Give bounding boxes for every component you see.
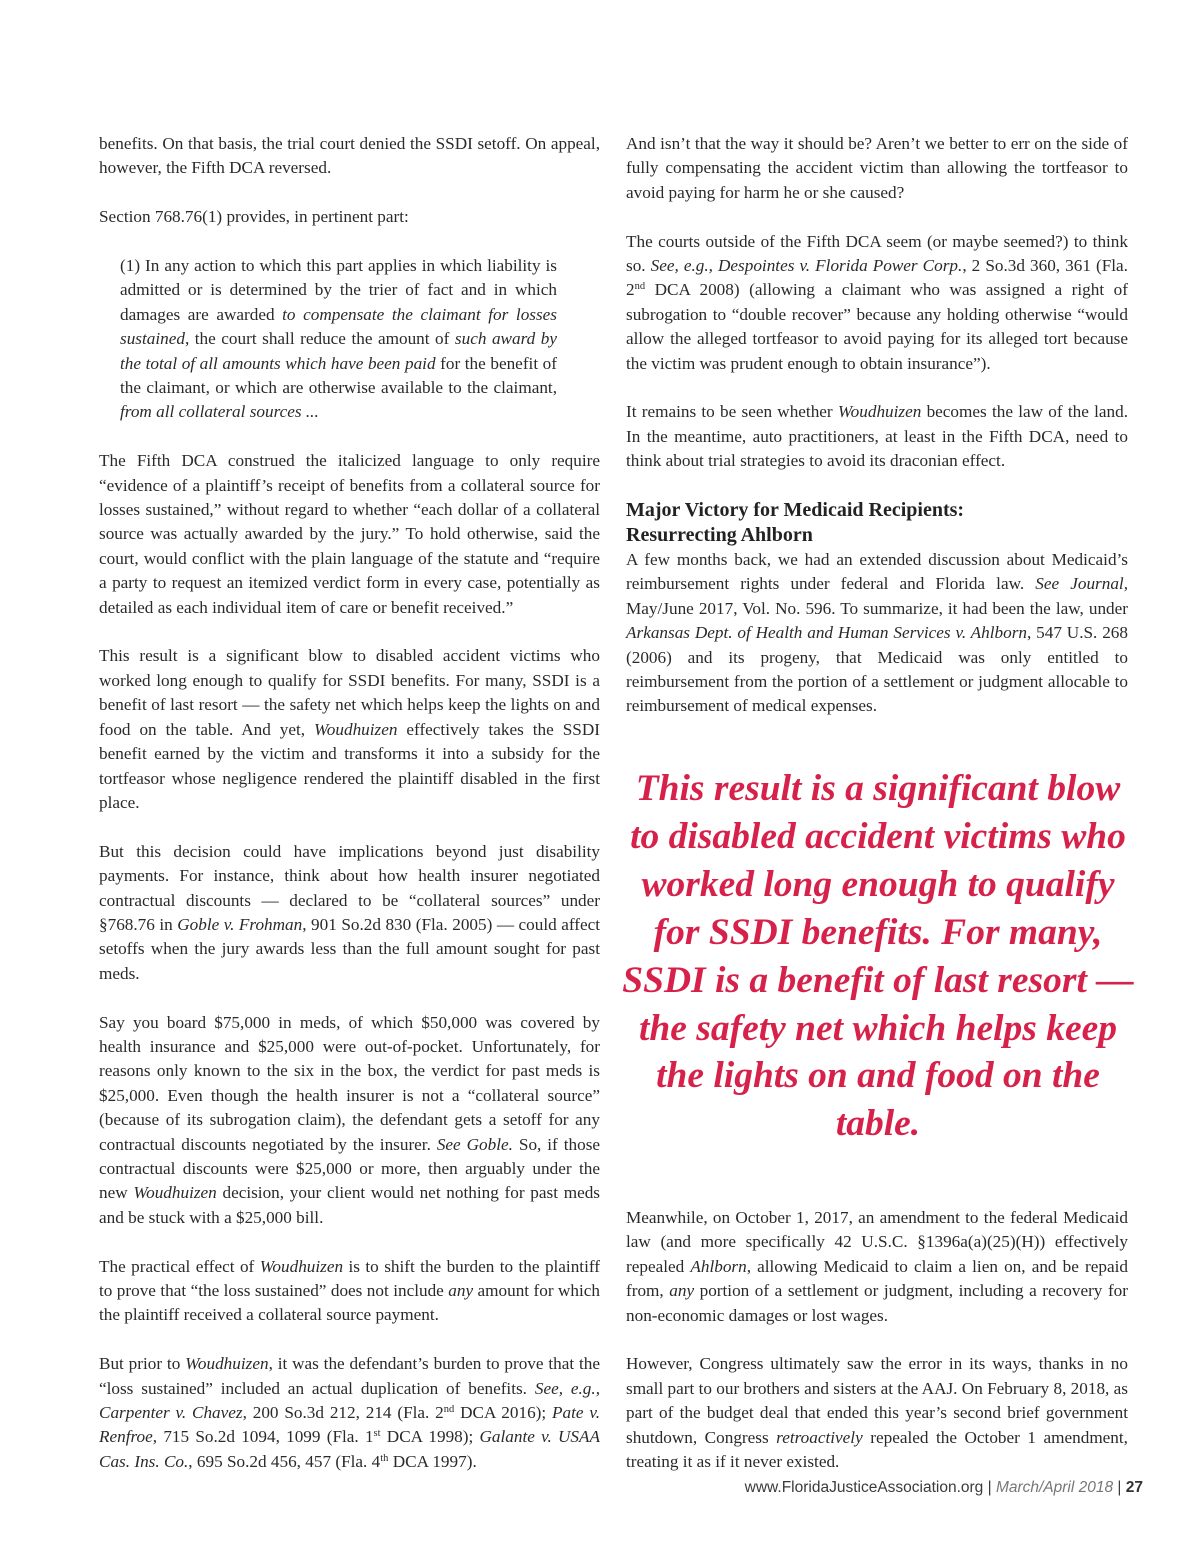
- paragraph: A few months back, we had an extended discussion about Medicaid’s reimbursement rights under federal and Florida law. See Journal, May/June 2017, Vol. No. 596. To summarize, it had been the law, under Arkansas Dept. of Health and Human Services v. Ahlborn, 547 U.S. 268 (2006) and its progeny, that Medicaid was only entitled to reimbursement from the portion of a settlement or judgment allocable to reimbursement of medical expenses.: [626, 550, 1128, 716]
- paragraph: The Fifth DCA construed the italicized language to only require “evidence of a plaintiff’s receipt of benefits from a collateral source for losses sustained,” without regard to whether “each dollar of a collateral source was actually awarded by the jury.” To hold otherwise, said the court, would conflict with the plain language of the statute and “require a party to request an itemized verdict form in every case, potentially as detailed as each individual item of care or benefit received.”: [99, 451, 600, 617]
- paragraph: It remains to be seen whether Woudhuizen becomes the law of the land. In the meantime, auto practitioners, at least in the Fifth DCA, need to think about trial strategies to avoid its draconian effect.: [626, 402, 1128, 471]
- page-number: 27: [1125, 1479, 1143, 1496]
- page-footer: [745, 1479, 1143, 1497]
- paragraph: The courts outside of the Fifth DCA seem (or maybe seemed?) to think so. See, e.g., Despointes v. Florida Power Corp., 2 So.3d 360, 361 (Fla. 2nd DCA 2008) (allowing a claimant who was assigned a right of subrogation to “double recover” because any holding otherwise “would allow the alleged tortfeasor to avoid paying for its alleged tort because the victim was prudent enough to obtain insurance”).: [626, 231, 1128, 373]
- paragraph: But prior to Woudhuizen, it was the defendant’s burden to prove that the “loss sustained” included an actual duplication of benefits. See, e.g., Carpenter v. Chavez, 200 So.3d 212, 214 (Fla. 2nd DCA 2016); Pate v. Renfroe, 715 So.2d 1094, 1099 (Fla. 1st DCA 1998); Galante v. USAA Cas. Ins. Co., 695 So.2d 456, 457 (Fla. 4th DCA 1997).: [99, 1354, 600, 1471]
- right-column: [626, 132, 1128, 719]
- paragraph: benefits. On that basis, the trial court denied the SSDI setoff. On appeal, however, the Fifth DCA reversed.: [99, 134, 600, 178]
- section-heading-line: Major Victory for Medicaid Recipients:: [626, 499, 965, 522]
- right-column-continued: [626, 1206, 1128, 1474]
- paragraph: Meanwhile, on October 1, 2017, an amendment to the federal Medicaid law (and more specifically 42 U.S.C. §1396a(a)(25)(H)) effectively repealed Ahlborn, allowing Medicaid to claim a lien on, and be repaid from, any portion of a settlement or judgment, including a recovery for non-economic damages or lost wages.: [626, 1208, 1129, 1325]
- paragraph: And isn’t that the way it should be? Aren’t we better to err on the side of fully compensating the accident victim than allowing the tortfeasor to avoid paying for harm he or she caused?: [626, 134, 1128, 202]
- paragraph: Section 768.76(1) provides, in pertinent part:: [99, 207, 409, 227]
- footer-issue: March/April 2018: [995, 1479, 1114, 1496]
- paragraph: Say you board $75,000 in meds, of which $50,000 was covered by health insurance and $25,000 were out-of-pocket. Unfortunately, for reasons only known to the six in the box, the verdict for past meds is $25,000. Even though the health insurer is not a “collateral source” (because of its subrogation claim), the defendant gets a setoff for any contractual discounts negotiated by the insurer. See Goble. So, if those contractual discounts were $25,000 or more, then arguably under the new Woudhuizen decision, your client would net nothing for past meds and be stuck with a $25,000 bill.: [99, 1012, 601, 1227]
- section-heading-line: Resurrecting Ahlborn: [626, 524, 813, 547]
- left-column: [99, 132, 600, 1474]
- footer-website: www.FloridaJusticeAssociation.org: [744, 1479, 984, 1496]
- paragraph: This result is a significant blow to disabled accident victims who worked long enough to qualify for SSDI benefits. For many, SSDI is a benefit of last resort — the safety net which helps keep the lights on and food on the table. And yet, Woudhuizen effectively takes the SSDI benefit earned by the victim and transforms it into a subsidy for the tortfeasor whose negligence rendered the plaintiff disabled in the first place.: [99, 646, 600, 812]
- paragraph: The practical effect of Woudhuizen is to shift the burden to the plaintiff to prove that “the loss sustained” does not include any amount for which the plaintiff received a collateral source payment.: [99, 1256, 600, 1325]
- section-heading: [626, 498, 1128, 548]
- pull-quote: This result is a significant blow to disabled accident victims who worked long enough to qualify for SSDI benefits. For many, SSDI is a benefit of last resort — the safety net which helps keep the lights on and food on the table.: [622, 768, 1134, 1145]
- footer-separator: |: [983, 1479, 996, 1496]
- paragraph: But this decision could have implications beyond just disability payments. For instance, think about how health insurer negotiated contractual discounts — declared to be “collateral sources” under §768.76 in Goble v. Frohman, 901 So.2d 830 (Fla. 2005) — could affect setoffs when the jury awards less than the full amount sought for past meds.: [99, 841, 600, 983]
- footer-separator: |: [1113, 1479, 1126, 1496]
- paragraph: However, Congress ultimately saw the error in its ways, thanks in no small part to our brothers and sisters at the AAJ. On February 8, 2018, as part of the budget deal that ended this year’s second brief government shutdown, Congress retroactively repealed the October 1 amendment, treating it as if it never existed.: [626, 1354, 1128, 1472]
- statute-block-quote: (1) In any action to which this part applies in which liability is admitted or is determined by the trier of fact and in which damages are awarded to compensate the claimant for losses sustained, the court shall reduce the amount of such award by the total of all amounts which have been paid for the benefit of the claimant, or which are otherwise available to the claimant, from all collateral sources ...: [120, 256, 558, 422]
